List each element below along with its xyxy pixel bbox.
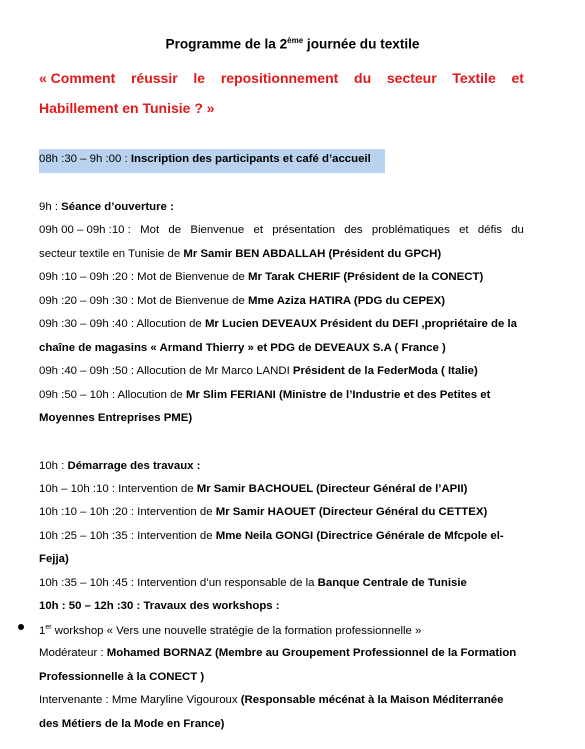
subtitle-word: Textile	[452, 70, 496, 86]
schedule-line-allocution-3	[39, 389, 524, 401]
line-text: 09h :10 – 09h :20 : Mot de Bienvenue de	[39, 271, 248, 283]
workshop-1-title	[39, 624, 524, 637]
schedule-line-allocution-1-cont	[39, 342, 524, 354]
speaker: Mme Aziza HATIRA (PDG du CEPEX)	[248, 295, 446, 307]
title-superscript: ème	[287, 36, 304, 45]
subtitle-word: du	[354, 70, 372, 86]
schedule-line-opening	[39, 201, 524, 213]
title-prefix: Programme de la 2	[165, 36, 288, 52]
schedule-line-intervention-3-cont	[39, 553, 524, 565]
schedule-line-intervention-4	[39, 577, 524, 589]
workshop-1-speaker-cont	[39, 718, 524, 730]
schedule-line-allocution-1	[39, 318, 524, 330]
workshop-1-speaker	[39, 694, 524, 706]
item-title: 10h : 50 – 12h :30 : Travaux des workshops :	[39, 600, 280, 612]
subtitle-word: « Comment	[39, 70, 116, 86]
speaker: Mr Slim FERIANI (Ministre de l’Industrie et des Petites et	[185, 389, 491, 401]
time-label: 10h :	[39, 460, 68, 472]
speaker: (Responsable mécénat à la Maison Méditerranée	[240, 694, 504, 706]
speaker: Mr Samir BEN ABDALLAH (Président du GPCH)	[183, 248, 442, 260]
line-text: 09h :30 – 09h :40 : Allocution de	[39, 318, 205, 330]
ordinal: 1	[39, 624, 46, 637]
line-text: secteur textile en Tunisie de	[39, 248, 184, 260]
workshop-1-moderator-cont	[39, 671, 524, 683]
speaker: Mr Samir BACHOUEL (Directeur Général de l’APII)	[196, 483, 468, 495]
line-word: du	[511, 224, 524, 236]
speaker: des Métiers de la Mode en France)	[39, 718, 225, 730]
schedule-line-registration	[39, 153, 524, 165]
speaker: Mme Neila GONGI (Directrice Générale de Mfcpole el-	[215, 530, 504, 542]
line-text: 09h :40 – 09h :50 : Allocution de Mr Marco LANDI	[39, 365, 293, 377]
line-text: workshop « Vers une nouvelle stratégie de la formation professionnelle »	[51, 624, 422, 637]
line-word: de	[168, 224, 182, 236]
speaker: Professionnelle à la CONECT )	[39, 671, 205, 683]
subtitle-word: et	[511, 70, 524, 86]
subtitle-word: secteur	[386, 70, 437, 86]
time-label: 08h :30 – 9h :00 :	[39, 153, 131, 165]
line-text: 09h :50 – 10h : Allocution de	[39, 389, 186, 401]
schedule-line-workshops	[39, 600, 524, 612]
schedule-line-intervention-1	[39, 483, 524, 495]
line-text: 10h :25 – 10h :35 : Intervention de	[39, 530, 216, 542]
schedule-line-allocution-2	[39, 365, 524, 377]
schedule-line-allocution-3-cont	[39, 412, 524, 424]
speaker: Fejja)	[39, 553, 69, 565]
line-word: présentation	[272, 224, 335, 236]
speaker: Mr Tarak CHERIF (Président de la CONECT)	[248, 271, 484, 283]
line-word: Mot	[140, 224, 160, 236]
line-word: et	[459, 224, 469, 236]
line-word: et	[253, 224, 263, 236]
line-word: des	[344, 224, 363, 236]
page-title	[0, 36, 585, 52]
line-text: 10h – 10h :10 : Intervention de	[39, 483, 197, 495]
schedule-line-welcome-2	[39, 271, 524, 283]
line-text: Intervenante : Mme Maryline Vigouroux	[39, 694, 241, 706]
speaker: chaîne de magasins « Armand Thierry » et PDG de DEVEAUX S.A ( France )	[39, 342, 446, 354]
line-text: 10h :10 – 10h :20 : Intervention de	[39, 506, 216, 518]
item-title: Séance d’ouverture :	[61, 201, 174, 213]
time-label: 9h :	[39, 201, 62, 213]
subtitle-word: réussir	[130, 70, 178, 86]
schedule-line-welcome-1-cont	[39, 248, 524, 260]
bullet-icon	[18, 624, 24, 630]
speaker: Mr Lucien DEVEAUX Président du DEFI ,propriétaire de la	[204, 318, 517, 330]
schedule-line-welcome-3	[39, 295, 524, 307]
speaker: Banque Centrale de Tunisie	[317, 577, 467, 589]
ordinal-superscript: er	[45, 624, 52, 631]
line-word: Bienvenue	[190, 224, 245, 236]
item-title: Démarrage des travaux :	[67, 460, 201, 472]
schedule-line-intervention-2	[39, 506, 524, 518]
line-word: défis	[477, 224, 502, 236]
speaker: Président de la FederModa ( Italie)	[292, 365, 478, 377]
item-title: Inscription des participants et café d’accueil	[130, 153, 371, 165]
subtitle-word: le	[193, 70, 206, 86]
line-text: Modérateur :	[39, 647, 107, 659]
line-text: 10h :35 – 10h :45 : Intervention d’un responsable de la	[39, 577, 318, 589]
subtitle-line-1	[39, 64, 524, 92]
speaker: Mr Samir HAOUET (Directeur Général du CETTEX)	[215, 506, 488, 518]
line-word: 09h 00 – 09h :10 :	[39, 224, 131, 236]
title-suffix: journée du textile	[303, 36, 420, 52]
schedule-line-welcome-1	[39, 224, 524, 236]
speaker: Moyennes Entreprises PME)	[39, 412, 193, 424]
subtitle-word: repositionnement	[220, 70, 339, 86]
schedule-line-works-start	[39, 460, 524, 472]
subtitle-line-2: Habillement en Tunisie ? »	[39, 100, 215, 116]
line-text: 09h :20 – 09h :30 : Mot de Bienvenue de	[39, 295, 248, 307]
schedule-line-intervention-3	[39, 530, 524, 542]
line-word: problématiques	[371, 224, 450, 236]
speaker: Mohamed BORNAZ (Membre au Groupement Professionnel de la Formation	[106, 647, 517, 659]
workshop-1-moderator	[39, 647, 524, 659]
